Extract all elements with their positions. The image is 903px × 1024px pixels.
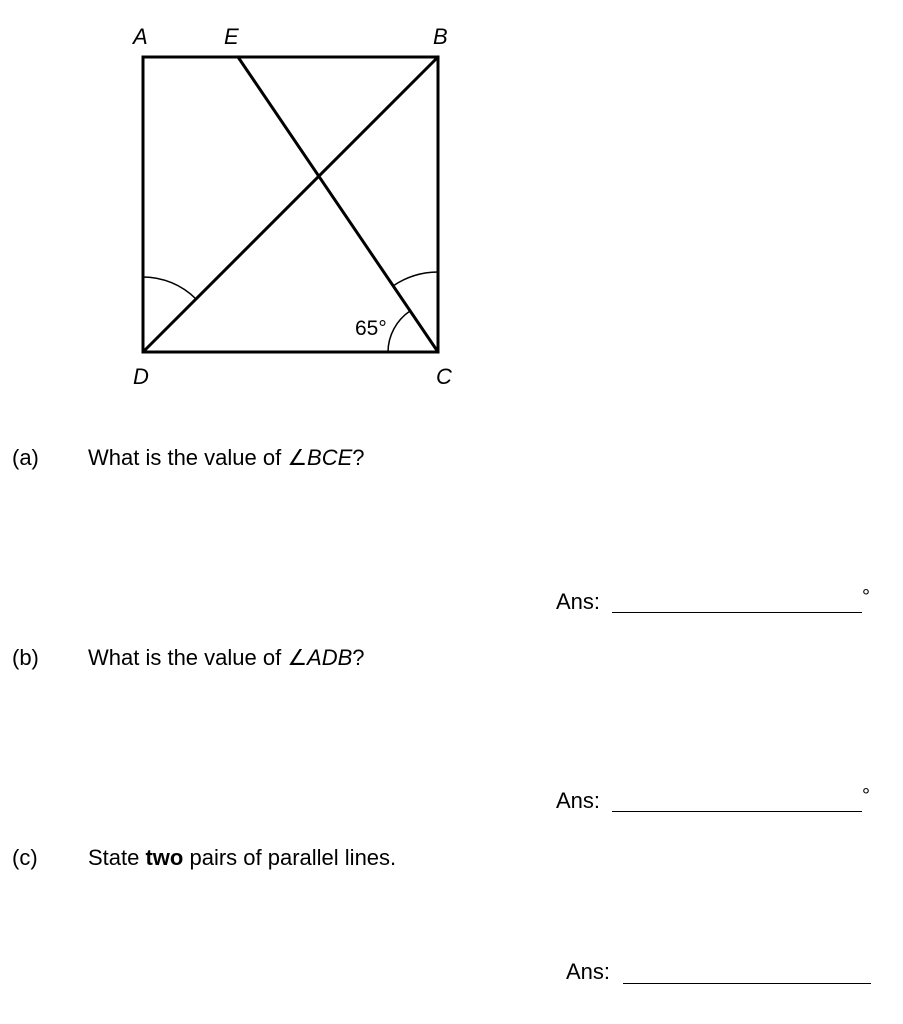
question-a-number: (a) xyxy=(12,445,39,470)
question-c-number: (c) xyxy=(12,845,38,870)
question-c-text-after: pairs of parallel lines. xyxy=(183,845,397,870)
question-c-emphasis: two xyxy=(145,845,184,870)
question-a-text xyxy=(88,445,365,471)
vertex-label-a: A xyxy=(133,24,148,49)
vertex-label-e: E xyxy=(224,24,239,49)
question-c-text-before: State xyxy=(88,845,146,870)
question-b-text xyxy=(88,645,365,671)
vertex-label-c: C xyxy=(436,364,452,389)
answer-a-label: Ans: xyxy=(556,589,601,614)
answer-b-label: Ans: xyxy=(556,788,601,813)
angle-arc-bce xyxy=(393,272,438,286)
question-b-angle: ADB xyxy=(307,645,353,670)
angle-label-65: 65° xyxy=(355,317,387,340)
question-a-text-after: ? xyxy=(352,445,365,470)
question-c-text xyxy=(88,845,396,871)
angle-arc-adb xyxy=(143,277,196,299)
vertex-label-d: D xyxy=(133,364,149,389)
line-db xyxy=(143,57,438,352)
angle-arc-dce xyxy=(388,311,410,352)
vertex-label-b: B xyxy=(433,24,448,49)
answer-a-unit: ° xyxy=(862,586,870,608)
question-a-text-before: What is the value of ∠ xyxy=(88,445,308,470)
geometry-figure xyxy=(0,0,903,400)
answer-c-blank[interactable] xyxy=(623,983,871,984)
question-a-angle: BCE xyxy=(307,445,353,470)
line-ec xyxy=(238,57,438,352)
answer-b-blank[interactable] xyxy=(612,811,862,812)
answer-a-blank[interactable] xyxy=(612,612,862,613)
question-b-text-after: ? xyxy=(352,645,365,670)
answer-b-unit: ° xyxy=(862,785,870,807)
question-b-number: (b) xyxy=(12,645,39,670)
question-b-text-before: What is the value of ∠ xyxy=(88,645,308,670)
answer-c-label: Ans: xyxy=(566,959,611,984)
